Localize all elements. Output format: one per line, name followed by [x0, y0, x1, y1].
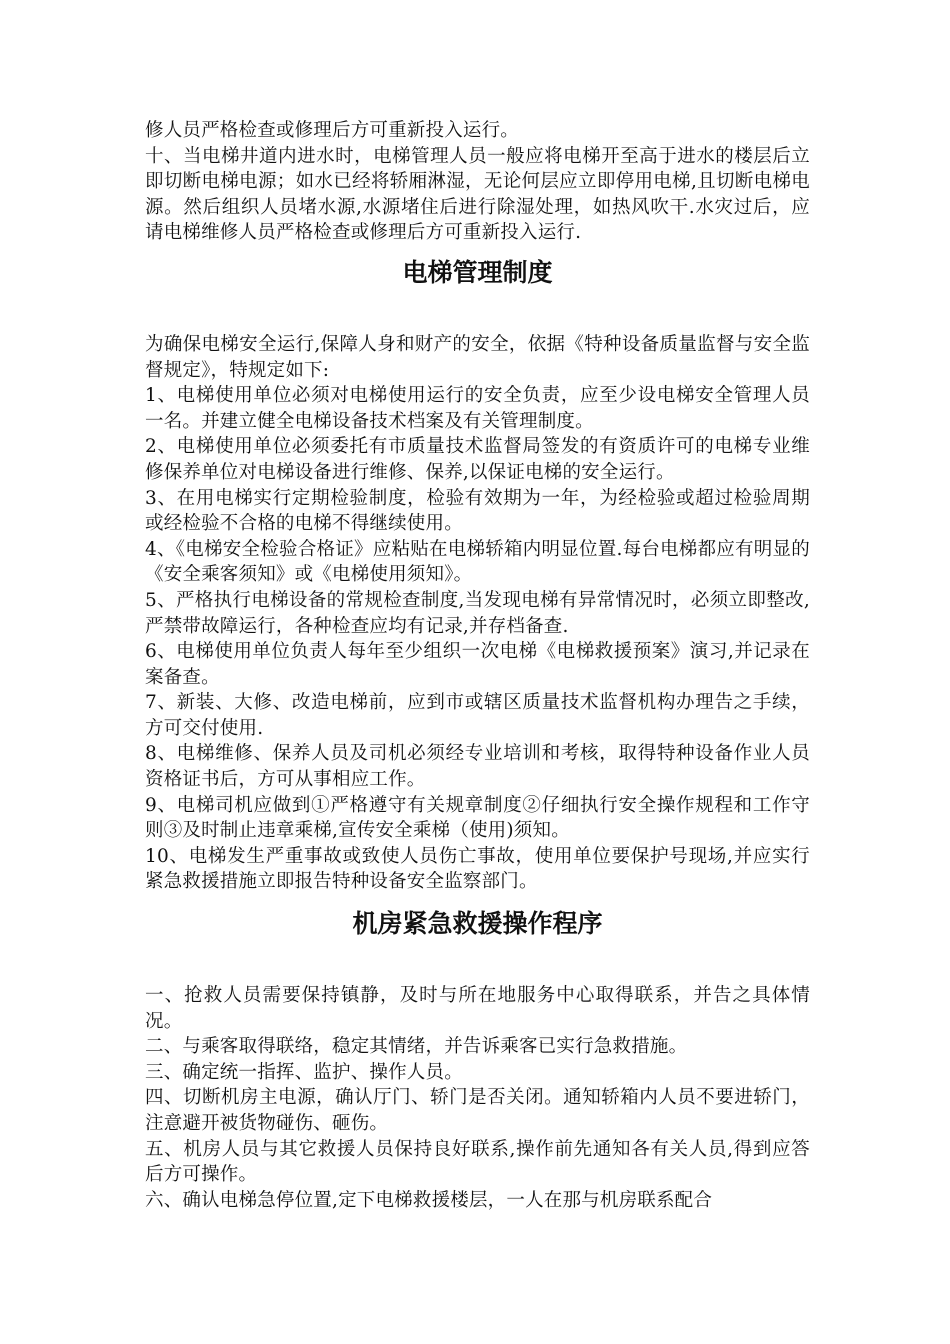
rescue-section [145, 983, 810, 1213]
paragraph: 修人员严格检查或修理后方可重新投入运行。 [145, 120, 520, 141]
paragraph: 五、机房人员与其它救援人员保持良好联系,操作前先通知各有关人员,得到应答后方可操作。 [145, 1138, 810, 1186]
paragraph: 二、与乘客取得联络，稳定其情绪，并告诉乘客已实行急救措施。 [145, 1036, 688, 1058]
paragraph: 10、电梯发生严重事故或致使人员伤亡事故，使用单位要保护号现场,并应实行紧急救援措施立即报告特种设备安全监察部门。 [145, 845, 810, 893]
paragraph: 十、当电梯井道内进水时，电梯管理人员一般应将电梯开至高于进水的楼层后立即切断电梯电源；如水已经将轿厢淋湿，无论何层应立即停用电梯,且切断电梯电源。然后组织人员堵水源,水源堵住后进行除湿处理，如热风吹干.水灾过后，应请电梯维修人员严格检查或修理后方可重新投入运行. [145, 145, 810, 244]
paragraph: 8、电梯维修、保养人员及司机必须经专业培训和考核，取得特种设备作业人员资格证书后，方可从事相应工作。 [145, 743, 810, 791]
intro-section [145, 118, 810, 246]
document-page [145, 118, 810, 1213]
paragraph: 三、确定统一指挥、监护、操作人员。 [145, 1061, 463, 1083]
paragraph: 3、在用电梯实行定期检验制度，检验有效期为一年，为经检验或超过检验周期或经检验不合格的电梯不得继续使用。 [145, 487, 810, 535]
paragraph: 2、电梯使用单位必须委托有市质量技术监督局签发的有资质许可的电梯专业维修保养单位对电梯设备进行维修、保养,以保证电梯的安全运行。 [145, 436, 810, 483]
paragraph: 6、电梯使用单位负责人每年至少组织一次电梯《电梯救援预案》演习,并记录在案备查。 [145, 641, 810, 688]
paragraph: 为确保电梯安全运行,保障人身和财产的安全，依据《特种设备质量监督与安全监督规定》，特规定如下: [145, 333, 810, 381]
paragraph: 4、《电梯安全检验合格证》应粘贴在电梯轿箱内明显位置.每台电梯都应有明显的《安全乘客须知》或《电梯使用须知》。 [145, 538, 810, 586]
paragraph: 5、严格执行电梯设备的常规检查制度,当发现电梯有异常情况时，必须立即整改,严禁带故障运行，各种检查应均有记录,并存档备查. [145, 589, 810, 637]
paragraph: 7、新装、大修、改造电梯前，应到市或辖区质量技术监督机构办理告之手续，方可交付使用. [145, 692, 810, 739]
paragraph: 1、电梯使用单位必须对电梯使用运行的安全负责，应至少设电梯安全管理人员一名。并建立健全电梯设备技术档案及有关管理制度。 [145, 385, 810, 432]
section-heading-elevator-management: 电梯管理制度 [402, 257, 553, 287]
paragraph: 9、电梯司机应做到①严格遵守有关规章制度②仔细执行安全操作规程和工作守则③及时制止违章乘梯,宣传安全乘梯（使用)须知。 [145, 794, 810, 842]
paragraph: 四、切断机房主电源，确认厅门、轿门是否关闭。通知轿箱内人员不要进轿门，注意避开被货物碰伤、砸伤。 [145, 1087, 810, 1134]
paragraph: 六、确认电梯急停位置,定下电梯救援楼层，一人在那与机房联系配合 [145, 1189, 713, 1211]
paragraph: 一、抢救人员需要保持镇静，及时与所在地服务中心取得联系，并告之具体情况。 [145, 985, 810, 1032]
management-section [145, 332, 810, 895]
section-heading-machine-room-rescue: 机房紧急救援操作程序 [352, 909, 603, 939]
